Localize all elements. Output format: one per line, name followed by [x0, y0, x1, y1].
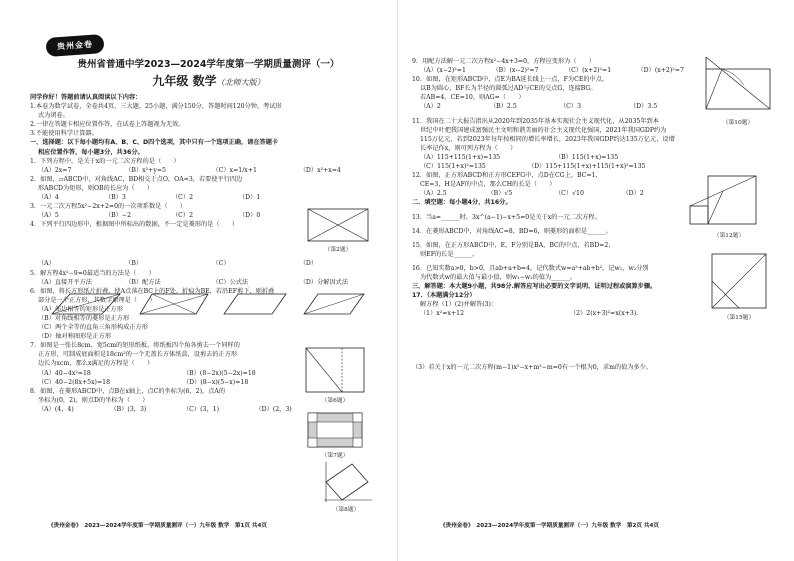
question-16: 16．已知实数a>0，b>0，且ab+a+b=4，记代数式w=a²+ab+b²，记w₁，w₂分别: [412, 264, 649, 272]
exam-subject: [30, 72, 387, 89]
question-11-cont: 115万亿元，若到2023年每年按相同的增长率增长，2023年我国GDP约达135万亿元，设增: [420, 135, 675, 143]
question-7: 7．如图是一张长8cm、宽5cm的矩形纸板，将纸板四个角各剪去一个同样的: [30, 342, 240, 350]
notice-item: 2.一律在答题卡相应位置作答，在试卷上答题视为无效。: [30, 121, 185, 129]
option: （D）x²+x=4: [299, 166, 341, 174]
question-4: 4．下列平行四边形中，根据图中所标出的数据，不一定是菱形的是（ ）: [30, 221, 239, 229]
question-16-cont: 为代数式w的最大值与最小值，则w₁−w₂的值为______。: [420, 273, 576, 281]
page-fold: [397, 0, 398, 561]
exam-title: 贵州省普通中学2023—2024学年度第一学期质量测评（一）: [77, 59, 340, 70]
parallelogram-options-diagram: [48, 290, 368, 318]
option: （C）公式法: [212, 278, 249, 286]
brand-logo: 贵州金卷: [45, 34, 104, 57]
option: （B）对角线相等的菱形是正方形: [38, 314, 130, 322]
figure-7: [305, 410, 365, 459]
option: （C）√10: [555, 190, 584, 198]
option: （B）(8−2x)(5−2x)=18: [183, 369, 256, 377]
question-6: 6．如图，将长方形纸片折叠，使A点落在BC上的F处，折痕为BE，若沿EF剪下，则折叠: [30, 287, 275, 295]
question-14: 14．在菱形ABCD中，对角线AC=8，BD=6，则菱形的面积是______。: [412, 227, 612, 235]
figure-caption: （第7题）: [321, 453, 349, 459]
option: （A）(4，4): [38, 405, 74, 413]
option: （B）: [125, 260, 143, 268]
option: （C）(3，1): [183, 405, 219, 413]
option: （A）: [38, 260, 55, 268]
option: （A）115+115(1+x)=135: [420, 153, 501, 161]
option: （B）3: [105, 194, 126, 202]
question-12-cont: CE=3，H是AF的中点，那么CH的长是（ ）: [420, 181, 556, 189]
question-10: 10．如图，在矩形ABCD中，点E为BA延长线上一点，F为CE的中点，: [412, 76, 609, 84]
rectangle-diagonals-diagram: [305, 206, 371, 244]
edition-label: （北师大版）: [216, 78, 265, 87]
option: （B）(3，3): [110, 405, 147, 413]
question-10-cont: 若AB=4，CE=10，则AG=（ ）: [420, 94, 525, 102]
figure-caption: （第12题）: [713, 233, 745, 239]
page-footer-left: 《贵州金卷》 2023—2024学年度第一学期质量测评（一）九年级 数学 第1页 共4页: [48, 523, 268, 529]
option: （A）2.5: [420, 190, 447, 198]
question-9-options: [412, 66, 710, 75]
option: （C）(x+2)²=1: [565, 67, 612, 75]
figure-8: [318, 460, 374, 513]
question-12: 12．如图，正方形ABCD和正方形CEFG中，点D在CG上，BC=1，: [412, 172, 602, 180]
question-5: 5．解方程4x²−9=0最适当的方法是（ ）: [30, 269, 155, 277]
question-7-cont: 正方形，可制成底面积是18cm²的一个无盖长方体纸盒，设剪去的正方形: [38, 351, 238, 359]
question-17-parts: [412, 309, 720, 318]
figure-caption: （第8题）: [332, 507, 360, 513]
figure-2: [305, 206, 371, 253]
figure-15: [708, 250, 770, 321]
question-11-options: [412, 153, 690, 162]
option: （D）(2，3): [255, 405, 292, 413]
subject-name: 九年级 数学: [152, 74, 217, 88]
question-10-cont: 以B为圆心，BF长为半径的圆弧过AD与CE的交点G，连接BG。: [420, 85, 597, 93]
option: （A）4: [38, 194, 59, 202]
option: （A）2x=7: [38, 166, 72, 174]
sub-question: （2）2(x+3)²=x(x+3)．: [570, 310, 643, 318]
question-4-options: [30, 259, 387, 268]
figure-6: [302, 345, 368, 404]
folded-paper-diagram: [302, 345, 368, 395]
option: （B）(x−2)²=7: [492, 67, 539, 75]
notice-item: 3.不能使用科学计算器。: [30, 130, 98, 138]
section-one-heading: 一、选择题：以下每小题均有A、B、C、D四个选项，其中只有一个选项正确，请在答题卡: [30, 139, 279, 147]
option: （A）40−4x²=18: [38, 369, 91, 377]
figure-caption: （第15题）: [723, 315, 755, 321]
figure-10: [700, 55, 776, 126]
question-8-cont: 坐标为(0，2)，则点D的坐标为（ ）: [38, 396, 149, 404]
question-11: 11．我国在二十大报告指出从2020年到2035年基本实现社会主义现代化，从2035年到本: [412, 117, 659, 125]
question-8: 8．如图，在菱形ABCD中，点B在x轴上，点C的坐标为(6，2)，点A的: [30, 387, 226, 395]
two-squares-diagram: [686, 172, 772, 230]
question-9: 9．用配方法解一元二次方程x²−4x+3=0，方程应变形为（ ）: [412, 58, 596, 65]
question-6-cont: 部分是一个正方形，其数学原理是（ ）: [38, 296, 156, 304]
sub-question-3: （3）若关于x的一元二次方程(m−1)x²−x+m²−m=0有一个根为0，求m的值为多少。: [412, 364, 653, 372]
rectangle-arc-diagram: [700, 55, 776, 117]
question-17: 17．（本题满分12分）: [412, 292, 476, 300]
question-13: 13．当a=______时，3x^(a−1)−x+5=0是关于x的一元二次方程。: [412, 213, 601, 221]
notice-item: 1.本卷为数学试卷，全卷共4页，三大题，25小题，满分150分，答题时间120分钟，考试形: [30, 103, 282, 111]
question-7-options: [30, 378, 328, 387]
section-two-heading: 二、填空题：每小题4分，共16分。: [412, 199, 512, 207]
option: （B）配方法: [125, 278, 161, 286]
figure-12: [686, 172, 772, 239]
question-2-options: [30, 193, 306, 202]
question-2-cont: 形ABCD为矩形，则OB的长应为（ ）: [38, 184, 154, 192]
option: （C）115(1+x)²=135: [420, 163, 486, 171]
option: （C）两个全等的直角三角形构成正方形: [38, 324, 148, 332]
question-11-cont: 长率记作x，则可列方程为（ ）: [420, 144, 517, 152]
question-8-options: [30, 405, 328, 414]
option: （D）3.5: [630, 103, 658, 111]
question-12-options: [412, 189, 690, 198]
section-three-heading: 三、解答题：本大题9小题，共98分.解答应写出必要的文字说明、证明过程或演算步骤。: [412, 283, 657, 291]
option: （A）5: [38, 212, 59, 220]
cardboard-box-diagram: [305, 410, 365, 450]
option: （B）√5: [487, 190, 513, 198]
section-one-heading-cont: 相应位置作答，每小题3分，共36分。: [38, 148, 144, 156]
option: （B）2.5: [490, 103, 517, 111]
option: （A）(x−2)²=1: [420, 67, 466, 75]
option: （D）轴对称图形是正方形: [38, 333, 112, 341]
notice-item: 式为闭卷。: [38, 112, 69, 120]
option: （D）1: [239, 194, 261, 202]
option: （D）2: [622, 190, 644, 198]
question-11-options: [412, 162, 690, 171]
question-1-options: [30, 166, 387, 175]
question-3: 3．一元二次方程5x²−2x+2=0的一次项系数是（ ）: [30, 203, 187, 211]
question-2: 2．如图，▱ABCD中，对角线AC，BD相交于点O，OA=3，若要使平行四边: [30, 175, 243, 183]
question-7-cont: 边长为xcm，那么x满足的方程是（ ）: [38, 360, 154, 368]
option: （B）115(1+x)=135: [555, 153, 619, 161]
question-15-cont: 则EF的长是______。: [420, 250, 479, 258]
option: （D）: [299, 260, 318, 268]
figure-4-options: [48, 290, 368, 318]
rhombus-coordinate-diagram: [318, 460, 374, 504]
option: （C）3: [560, 103, 582, 111]
notice-greeting: 同学你好！答题前请认真阅读以下内容：: [30, 94, 142, 101]
question-1: 1．下列方程中，是关于x的一元二次方程的是（ ）: [30, 157, 180, 165]
option: （B）−2: [105, 212, 132, 220]
figure-caption: （第6题）: [321, 398, 349, 404]
question-5-options: [30, 278, 387, 287]
question-3-options: [30, 211, 306, 220]
option: （D）分解因式法: [299, 278, 349, 286]
square-midpoints-diagram: [708, 250, 770, 312]
figure-caption: （第2题）: [324, 247, 352, 253]
option: （C）40−2(8x+5x)=18: [38, 378, 111, 386]
option: （D）(8−x)(5−x)=18: [183, 378, 249, 386]
option: （C）2: [172, 212, 194, 220]
option: （D）0: [239, 212, 261, 220]
option: （C）: [212, 260, 230, 268]
option: （A）直接开平方法: [38, 278, 92, 286]
question-10-options: [412, 102, 700, 111]
question-17-intro: 解方程（1）(2)并解答(3)：: [420, 301, 498, 309]
option: （A）邻边相等的矩形是正方形: [38, 305, 123, 313]
option: （B）x²+y=5: [125, 166, 166, 174]
question-15: 15．如图，在正方形ABCD中，E，F分别是BA，BC的中点，若BD=2，: [412, 241, 615, 249]
question-11-cont: 世纪中叶把我国建成富强民主文明和谐美丽的社会主义现代化强国，2021年我国GDP约为: [420, 126, 667, 134]
page-footer-right: 《贵州金卷》 2023—2024学年度第一学期质量测评（一）九年级 数学 第2页 共4页: [440, 523, 660, 529]
option: （D）(x+2)²=7: [637, 67, 684, 75]
figure-caption: （第10题）: [722, 120, 754, 126]
option: （A）2: [420, 103, 441, 111]
option: （C）2: [172, 194, 194, 202]
option: （C）x=1/x+1: [212, 166, 257, 174]
sub-question: （1）x²=x+12: [420, 310, 465, 318]
question-7-options: [30, 369, 328, 378]
option: （D）115+115(1+x)+115(1+x)²=135: [528, 163, 646, 171]
